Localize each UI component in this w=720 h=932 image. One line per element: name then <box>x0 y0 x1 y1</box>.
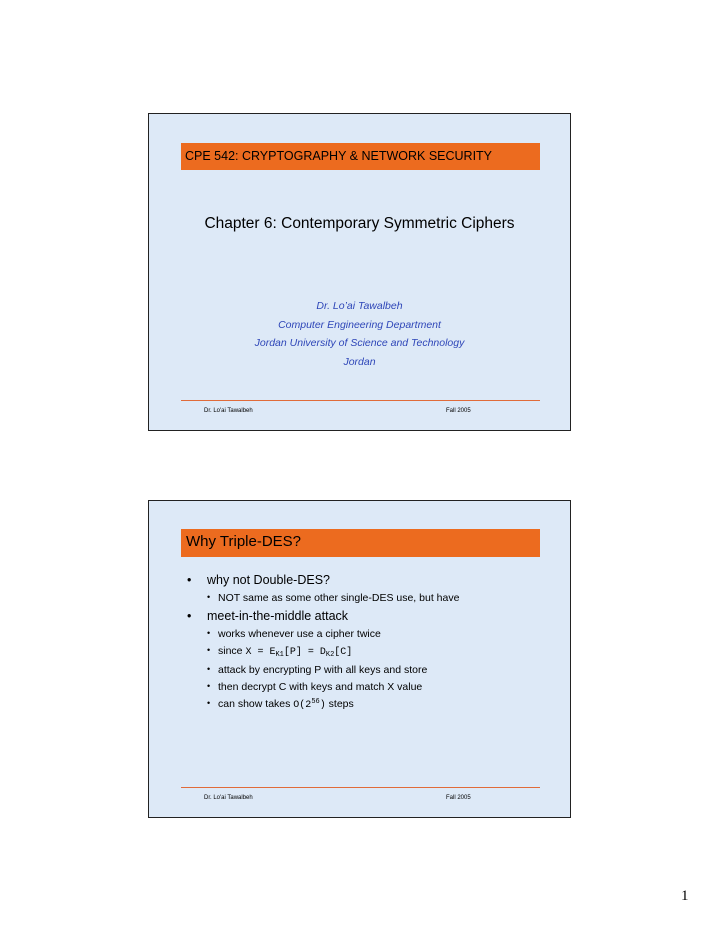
footer-term: Fall 2005 <box>446 408 471 414</box>
complexity-close: ) <box>319 700 326 711</box>
equation-part-p: [P] = D <box>283 647 326 658</box>
sub-bullet-equation <box>187 645 560 659</box>
bullet-list <box>187 573 560 716</box>
complexity <box>293 700 325 711</box>
footer-divider <box>181 787 540 788</box>
course-title-bar <box>181 143 540 170</box>
key-k2-subscript: K2 <box>325 651 335 659</box>
equation-part-c: [C] <box>334 647 353 658</box>
footer-term: Fall 2005 <box>446 795 471 801</box>
author-name: Dr. Lo’ai Tawalbeh <box>316 300 403 312</box>
course-title: CPE 542: CRYPTOGRAPHY & NETWORK SECURITY <box>185 149 493 163</box>
sub-bullet-attack: • attack by encrypting P with all keys and store <box>187 664 560 676</box>
since-label: since <box>218 645 243 657</box>
sub-bullet-decrypt: • then decrypt C with keys and match X value <box>187 681 560 693</box>
equation <box>245 647 352 658</box>
footer-author: Dr. Lo'ai Tawalbeh <box>204 795 253 801</box>
key-k1-subscript: K1 <box>275 651 284 659</box>
bullet-meet-in-middle: • meet-in-the-middle attack <box>187 609 560 623</box>
sub-bullet-complexity <box>187 698 560 711</box>
footer-divider <box>181 400 540 401</box>
steps-label: steps <box>328 698 354 710</box>
page-number: 1 <box>681 888 689 904</box>
footer-author: Dr. Lo'ai Tawalbeh <box>204 408 253 414</box>
bullet-double-des: • why not Double-DES? <box>187 573 560 587</box>
country: Jordan <box>343 355 376 368</box>
complexity-exponent: 56 <box>311 698 320 706</box>
slide-1 <box>148 113 571 431</box>
equation-part-x: X = E <box>245 647 276 658</box>
department: Computer Engineering Department <box>278 318 441 331</box>
university: Jordan University of Science and Technology <box>254 337 465 349</box>
slide-title-bar <box>181 529 540 557</box>
complexity-open: O(2 <box>293 700 312 711</box>
slide-2 <box>148 500 571 818</box>
author-block <box>149 297 570 371</box>
sub-bullet-works-twice: • works whenever use a cipher twice <box>187 628 560 640</box>
chapter-title: Chapter 6: Contemporary Symmetric Ciphers <box>204 215 515 232</box>
sub-bullet-not-same: • NOT same as some other single-DES use, but have <box>187 592 560 604</box>
slide-title: Why Triple-DES? <box>186 533 302 550</box>
show-label: can show takes <box>218 698 291 710</box>
